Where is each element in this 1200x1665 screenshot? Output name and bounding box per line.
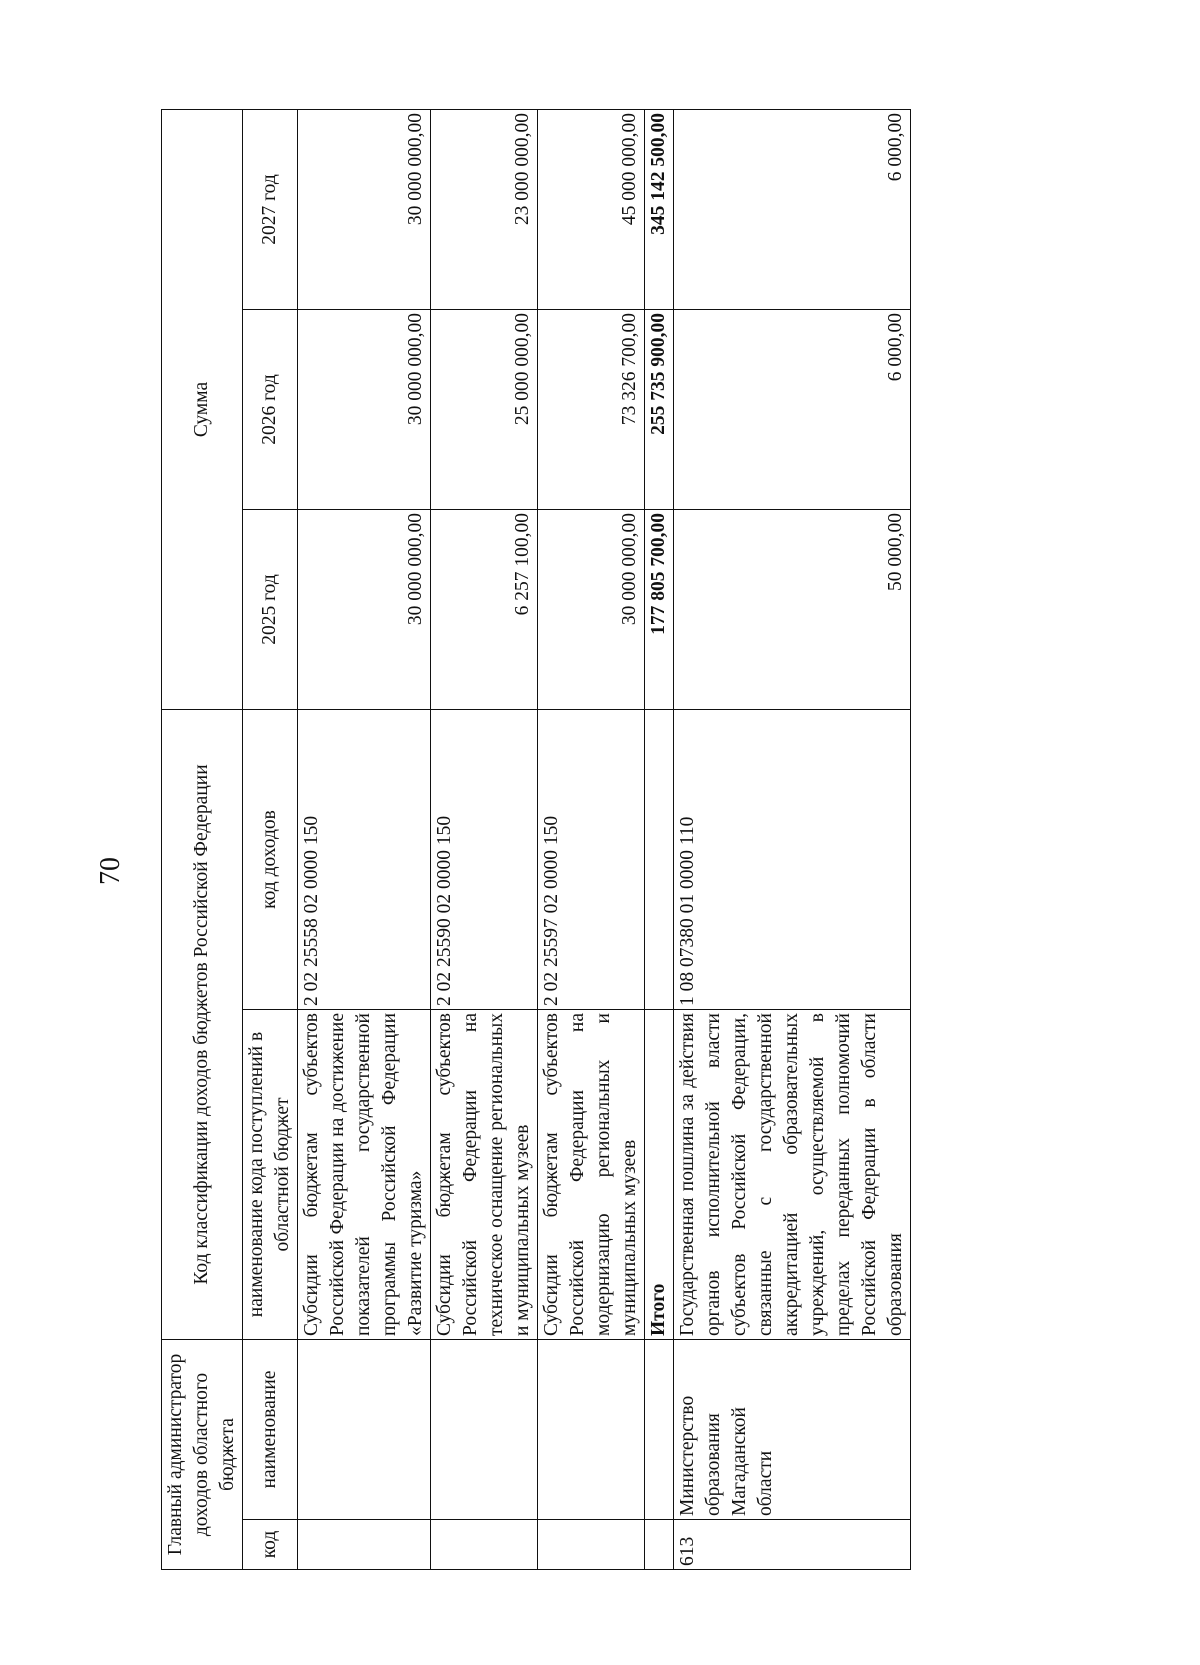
row-admin [298,1340,431,1520]
income-code-header: код доходов [243,710,298,1010]
table-row [431,109,538,1569]
year-2026-header: 2026 год [243,310,298,510]
classification-group-header: Код классификации доходов бюджетов Российской Федерации [162,710,243,1340]
row-code [538,1520,645,1570]
row-sum-2025: 50 000,00 [674,510,911,710]
table-row [298,109,431,1569]
row-income-code: 2 02 25597 02 0000 150 [538,710,645,1010]
row-sum-2025: 6 257 100,00 [431,510,538,710]
total-sum-2027: 345 142 500,00 [645,109,674,309]
total-income-code [645,710,674,1010]
total-label: Итого [645,1010,674,1340]
row-income-code: 2 02 25590 02 0000 150 [431,710,538,1010]
row-sum-2025: 30 000 000,00 [298,510,431,710]
admin-name-header: наименование [243,1340,298,1520]
total-sum-2025: 177 805 700,00 [645,510,674,710]
row-sum-2026: 73 326 700,00 [538,310,645,510]
row-description: Субсидии бюджетам субъектов Российской Федерации на модернизацию региональных и муниципальных музеев [538,1010,645,1340]
row-admin [431,1340,538,1520]
total-code [645,1520,674,1570]
year-2027-header: 2027 год [243,109,298,309]
row-sum-2026: 25 000 000,00 [431,310,538,510]
sum-group-header: Сумма [162,109,243,709]
budget-income-table [161,109,911,1570]
row-sum-2027: 45 000 000,00 [538,109,645,309]
row-code [298,1520,431,1570]
rotated-table-container [161,110,911,1570]
row-code: 613 [674,1520,911,1570]
admin-group-header: Главный администратор доходов областного бюджета [162,1340,243,1570]
row-description: Субсидии бюджетам субъектов Российской Федерации на техническое оснащение региональных и муниципальных музеев [431,1010,538,1340]
total-admin [645,1340,674,1520]
total-sum-2026: 255 735 900,00 [645,310,674,510]
row-description: Субсидии бюджетам субъектов Российской Федерации на достижение показателей государственной программы Российской Федерации «Развитие туризма» [298,1010,431,1340]
code-header: код [243,1520,298,1570]
row-admin [538,1340,645,1520]
income-name-header: наименование кода поступлений в областной бюджет [243,1010,298,1340]
row-sum-2026: 30 000 000,00 [298,310,431,510]
row-sum-2027: 23 000 000,00 [431,109,538,309]
row-code [431,1520,538,1570]
year-2025-header: 2025 год [243,510,298,710]
page-number: 70 [95,857,126,885]
row-sum-2027: 30 000 000,00 [298,109,431,309]
row-income-code: 2 02 25558 02 0000 150 [298,710,431,1010]
table-row [538,109,645,1569]
row-income-code: 1 08 07380 01 0000 110 [674,710,911,1010]
row-admin: Министерство образования Магаданской области [674,1340,911,1520]
row-sum-2026: 6 000,00 [674,310,911,510]
table-row [674,109,911,1569]
row-sum-2025: 30 000 000,00 [538,510,645,710]
row-description: Государственная пошлина за действия органов исполнительной власти субъектов Российской Федерации, связанные с государственной аккредитацией образовательных учреждений, осуществляемой в пределах переданных полномочий Российской Федерации в области образования [674,1010,911,1340]
total-row [645,109,674,1569]
row-sum-2027: 6 000,00 [674,109,911,309]
